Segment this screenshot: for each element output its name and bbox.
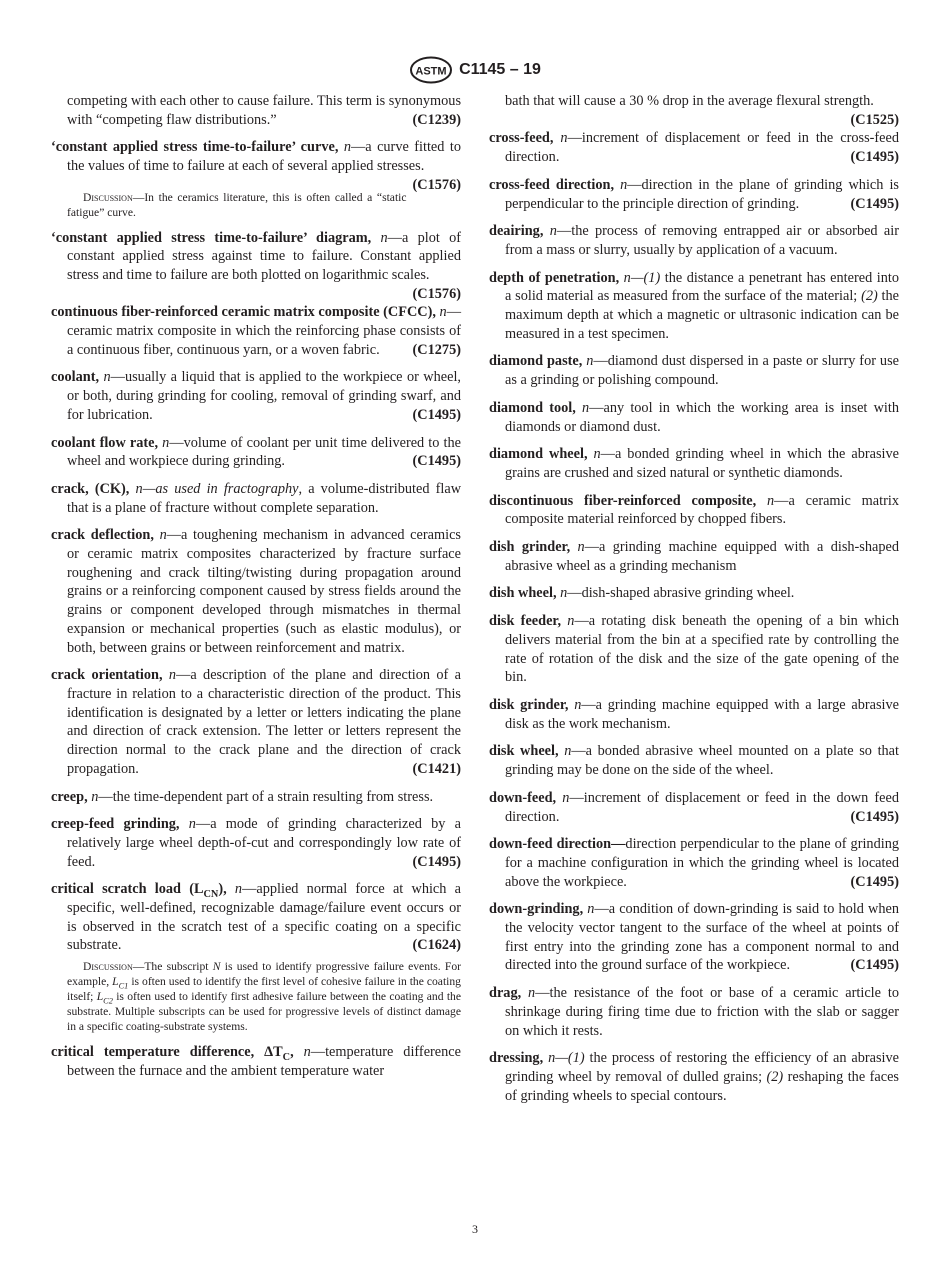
definition-entry: bath that will cause a 30 % drop in the average flexural strength. (C1525): [505, 93, 899, 128]
term: critical temperature difference, $\Delta T_C$,: [51, 1044, 294, 1063]
term: continuous fiber-reinforced ceramic matrix composite (CFCC),: [51, 304, 436, 321]
right-column: [489, 92, 899, 1114]
term: ‘constant applied stress time-to-failure’ diagram,: [51, 229, 372, 246]
left-column: [51, 92, 461, 1090]
definition-entry: diamond paste, n—diamond dust dispersed in a paste or slurry for use as a grinding or polishing compound.: [489, 353, 899, 389]
definition-entry: deairing, n—the process of removing entrapped air or absorbed air from a mass or slurry, usually by application of a vacuum.: [489, 223, 899, 258]
standard-reference: (C1275): [412, 341, 461, 358]
definition-entry: cross-feed, n—increment of displacement or feed in the cross-feed direction. (C1495): [489, 130, 899, 166]
term: down-feed,: [489, 789, 557, 806]
term: ‘constant applied stress time-to-failure’ curve,: [51, 139, 339, 156]
term: critical scratch load $(L_{CN})$,: [51, 881, 227, 901]
definition-entry: crack deflection, n—a toughening mechanism in advanced ceramics or ceramic matrix composites characterized by fracture surface roughening and crack tilting/twisting during propagation around grains or a reinforcing component caused by stress fields around the grains or component developed through mismatches in thermal expansion or mechanical properties (such as elastic modulus), or both, between grains or between reinforcement and matrix.: [51, 527, 461, 656]
term: down-feed direction—: [489, 836, 626, 853]
term: disk wheel,: [489, 743, 559, 760]
definition-entry: critical temperature difference, $\Delta T_C$, n—temperature difference between the furnace and the ambient temperature water: [51, 1044, 461, 1079]
term: cross-feed direction,: [489, 176, 615, 193]
definition-entry: disk grinder, n—a grinding machine equipped with a large abrasive disk as the work mechanism.: [489, 696, 899, 732]
definition-entry: creep, n—the time-dependent part of a strain resulting from stress.: [51, 788, 434, 805]
term: dressing,: [489, 1050, 544, 1067]
definition-entry: competing with each other to cause failure. This term is synonymous with “competing flaw distributions.” (C1239): [67, 93, 462, 128]
definition-entry: crack, (CK), n—as used in fractography, a volume-distributed flaw that is a plane of fracture without complete separation.: [51, 480, 462, 516]
definition-entry: cross-feed direction, n—direction in the plane of grinding which is perpendicular to the principle direction of grinding. (C1495): [489, 176, 900, 212]
definition-entry: coolant flow rate, n—volume of coolant per unit time delivered to the wheel and workpiece during grinding. (C1495): [51, 434, 461, 470]
term: coolant,: [51, 369, 100, 386]
definition-entry: dish wheel, n—dish-shaped abrasive grinding wheel.: [489, 585, 795, 602]
definition-entry: drag, n—the resistance of the foot or base of a ceramic article to shrinkage during firing time due to friction with the slab or sagger on which it rests.: [489, 985, 899, 1039]
definition-entry: dressing, n—(1) the process of restoring the efficiency of an abrasive grinding wheel by removal of dulled grains; (2) reshaping the faces of grinding wheels to special contours.: [489, 1050, 899, 1104]
term: drag,: [489, 985, 522, 1002]
standard-reference: (C1624): [412, 937, 461, 954]
term: down-grinding,: [489, 901, 584, 918]
definition-entry: critical scratch load $(L_{CN})$, n—applied normal force at which a specific, well-defined, recognizable damage/failure event occurs or is observed in the scratch test of a specific coating on a specific substrate. (C1624): [51, 881, 461, 954]
definition-entry: disk feeder, n—a rotating disk beneath the opening of a bin which delivers material from the bin at a specified rate by controlling the rate of rotation of the disk and the size of the gate opening of the bin.: [489, 613, 900, 686]
term: disk grinder,: [489, 696, 569, 713]
term: deairing,: [489, 223, 544, 240]
standard-reference: (C1495): [850, 873, 899, 890]
term: coolant flow rate,: [51, 434, 159, 451]
standard-reference: (C1239): [412, 111, 461, 128]
term: diamond paste,: [489, 353, 583, 370]
definition-entry: diamond wheel, n—a bonded grinding wheel in which the abrasive grains are crushed and sized natural or synthetic diamonds.: [489, 446, 899, 481]
standard-reference: (C1421): [412, 760, 461, 777]
term: diamond wheel,: [489, 446, 588, 463]
standard-reference: (C1525): [850, 111, 899, 128]
standard-reference: (C1495): [850, 957, 899, 974]
definition-entry: ‘constant applied stress time-to-failure’ diagram, n—a plot of constant applied stress against time to failure. Constant applied stress and time to failure are both plotted on logarithmic scales. (C1576): [51, 229, 461, 302]
term: dish wheel,: [489, 585, 557, 602]
term: disk feeder,: [489, 613, 562, 630]
standard-reference: (C1495): [850, 149, 899, 166]
term: crack, (CK),: [51, 480, 130, 497]
definition-entry: down-feed, n—increment of displacement or feed in the down feed direction. (C1495): [489, 789, 900, 825]
standard-reference: (C1576): [412, 176, 461, 193]
term: depth of penetration,: [489, 269, 620, 286]
standard-reference: (C1495): [412, 406, 461, 423]
standard-reference: (C1495): [850, 195, 899, 212]
definition-entry: creep-feed grinding, n—a mode of grinding characterized by a relatively large wheel depth-of-cut and correspondingly low rate of feed. (C1495): [51, 816, 461, 870]
discussion-note: Discussion—In the ceramics literature, this is often called a “static fatigue” curve.: [67, 190, 407, 219]
page-number: 3: [472, 1222, 478, 1236]
definition-entry: discontinuous fiber-reinforced composite, n—a ceramic matrix composite material reinforced by chopped fibers.: [489, 492, 900, 528]
term: cross-feed,: [489, 130, 554, 147]
definition-entry: depth of penetration, n—(1) the distance a penetrant has entered into a solid material as measured from the surface of the material; (2) the maximum depth at which a magnetic or ultrasonic indication can be measured in a test specimen.: [489, 269, 900, 342]
definition-entry: coolant, n—usually a liquid that is applied to the workpiece or wheel, or both, during grinding for cooling, removal of grinding swarf, and for lubrication. (C1495): [51, 369, 461, 423]
discussion-note: Discussion—The subscript N is used to identify progressive failure events. For example, $L_{C1}$ is often used to identify the first level of cohesive failure in the coating itself; $L_{C2}$ is often used to identify first adhesive failure between the coating and the substrate. Multiple subscripts can be used for progressive levels of distinct damage in a specific coating-substrate systems.: [67, 960, 462, 1034]
term: crack deflection,: [51, 527, 154, 544]
page-header: [0, 54, 950, 86]
term: creep-feed grinding,: [51, 816, 180, 833]
term: discontinuous fiber-reinforced composite,: [489, 492, 757, 509]
definition-entry: crack orientation, n—a description of the plane and direction of a fracture in relation to a characteristic direction of the product. This identification is designated by a letter or letters indicating the plane and direction of crack extension. The letter or letters represent the direction normal to the crack plane and the direction of crack propagation. (C1421): [51, 667, 461, 777]
definition-entry: down-feed direction—direction perpendicular to the plane of grinding for a machine configuration in which the grinding wheel is located above the workpiece. (C1495): [489, 836, 899, 890]
definition-entry: ‘constant applied stress time-to-failure’ curve, n—a curve fitted to the values of time to failure at each of several applied stresses. (C1576): [51, 139, 461, 193]
definition-entry: disk wheel, n—a bonded abrasive wheel mounted on a plate so that grinding may be done on the side of the wheel.: [489, 743, 900, 779]
term: diamond tool,: [489, 399, 576, 416]
definition-entry: down-grinding, n—a condition of down-grinding is said to hold when the velocity vector tangent to the surface of the wheel at points of first entry into the grinding zone has a component normal to and directed into the ground surface of the workpiece. (C1495): [489, 901, 899, 974]
term: creep,: [51, 788, 88, 805]
standard-reference: (C1495): [850, 808, 899, 825]
document-id: C1145 – 19: [459, 61, 541, 78]
standard-reference: (C1576): [412, 285, 461, 302]
definition-entry: diamond tool, n—any tool in which the working area is inset with diamonds or diamond dust.: [489, 399, 900, 435]
svg-text:ASTM: ASTM: [415, 65, 447, 78]
definition-entry: continuous fiber-reinforced ceramic matrix composite (CFCC), n—ceramic matrix composite in which the reinforcing phase consists of a continuous fiber, continuous yarn, or a woven fabric. (C1275): [51, 304, 461, 358]
standard-reference: (C1495): [412, 453, 461, 470]
standard-reference: (C1495): [412, 853, 461, 870]
astm-logo-icon: [409, 56, 453, 84]
term: crack orientation,: [51, 667, 163, 684]
definition-entry: dish grinder, n—a grinding machine equipped with a dish-shaped abrasive wheel as a grinding mechanism: [489, 539, 899, 574]
term: dish grinder,: [489, 539, 571, 556]
